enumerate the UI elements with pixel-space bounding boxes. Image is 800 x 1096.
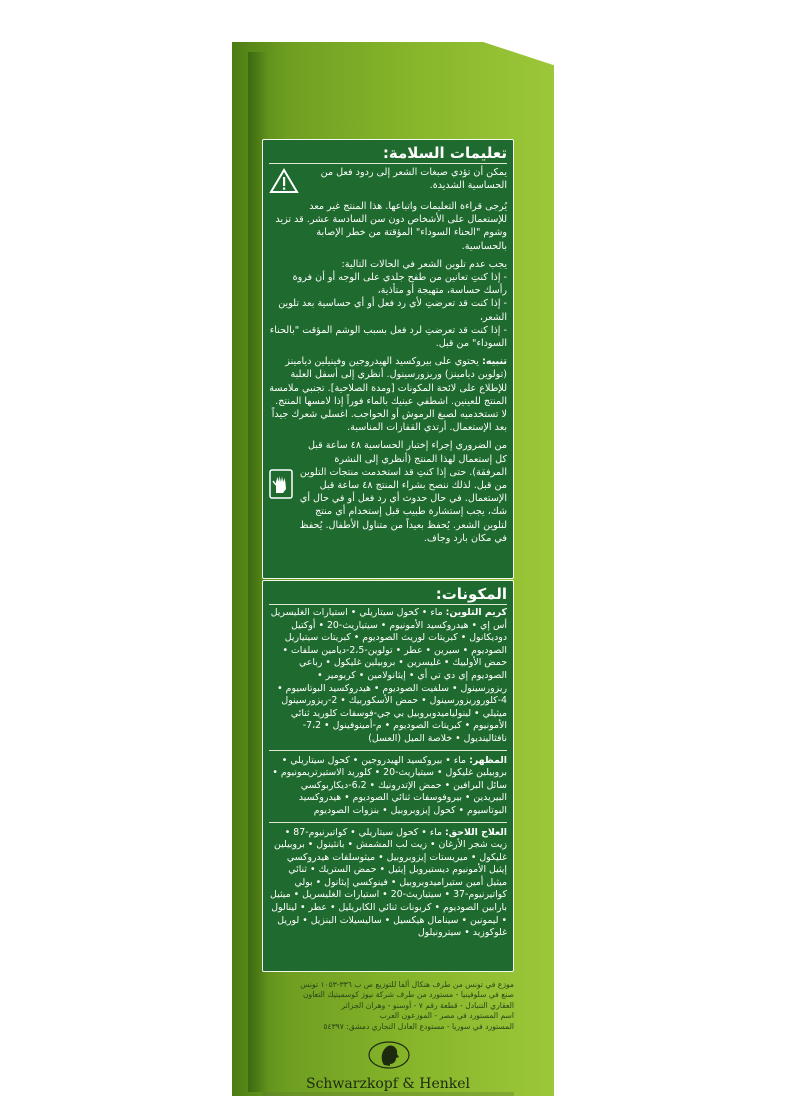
aftercare-ingredients <box>269 827 507 940</box>
ingredients-panel <box>262 580 514 972</box>
silhouette-logo-icon <box>366 1040 412 1070</box>
divider <box>269 822 507 823</box>
brand-name: Schwarzkopf & Henkel <box>305 1076 471 1092</box>
conditions-block <box>269 258 507 350</box>
condition-item: - إذا كنتِ تعانين من طفح جلدي على الوجه أو أن فروة رأسك حساسة، متهيجة أو متأذية، <box>292 272 507 297</box>
warning-triangle-icon <box>269 168 299 194</box>
conditions-intro: يجب عدم تلوين الشعر في الحالات التالية: <box>341 258 507 270</box>
gloves-icon <box>269 469 293 499</box>
box-bottom-edge <box>262 1092 514 1096</box>
warning-text: يمكن أن تؤدي صبغات الشعر إلى ردود فعل من الحساسية الشديدة. <box>320 167 507 192</box>
color-cream-ingredients <box>269 607 507 746</box>
condition-item: - إذا كنت قد تعرضتِ لرد فعل بسبب الوشم المؤقت "بالحناء السوداء" من قبل. <box>269 324 507 350</box>
distributor-line: صنع في سلوفينيا - مستورد من طرف شركة نيوز كوسميتيك التعاون <box>302 990 514 1000</box>
aftercare-label: العلاج اللاحق: <box>445 826 507 838</box>
safety-instructions-panel <box>262 139 514 579</box>
caution-label: تنبيه: <box>481 356 507 368</box>
distributor-line: العقاري التنبادل - قطعة رقم ٧ - أوسنو - وهران الجزائر <box>341 1000 514 1010</box>
color-cream-label: كريم التلوين: <box>445 607 507 618</box>
ingredients-heading: المكونات: <box>269 584 507 605</box>
caution-block <box>269 355 507 434</box>
distributor-info <box>262 980 514 1032</box>
color-cream-list: ماء • كحول سيتاريلي • استيارات الغليسريل أس إي • هيدروكسيد الأمونيوم • سيتياريث-20 • أوكتيل دوديكانول • كبريتات لوريث الصوديوم • كبريتات سيتياريل الصوديوم • سيرين • عطر • تولوين-2،5-ديامين سلفات • حمض الأولييك • غليسرين • بروبيلين غليكول • رباعي الصوديوم إي دي تي أي • إيثانولامين • كربومير • ريزورسينول • سلفيت الصوديوم • هيدروكسيد البوتاسيوم • 4-كلوروريزورسينول • حمض الأسكوربيك • 2-ريزورسينول ميثيلي • لينولياميدوبروبيل بي جي-فوسفات كلوريد ثنائي الأمونيوم • كبريتات الصوديوم • م-أمينوفينول • 7،2-نافثالينديول • خلاصة الميل (العسل) <box>270 607 507 744</box>
warning-row <box>269 166 507 194</box>
aftercare-list: ماء • كحول سيتاريلي • كواتيرنيوم-87 • زيت شجر الأرغان • زيت لب المشمش • بانثينول • بروبيلين غليكول • ميريستات إيزوبروبيل • ميثوسلفات هيدروكسي إيثيل الأمونيوم ديستيروبل إيثيل • حمض الستريك • ثنائي ميثيل أمين ستيراميدوبروبيل • فينوكسي إيثانول • بولي كواتيرنيوم-37 • سيتياريث-20 • استيارات الغليسريل • ميثيل بارابين الصوديوم • كربونات ثنائي الكابريليل • عطر • لينالول • ليمونين • سينامال هيكسيل • ساليسيلات البنزيل • لوريل غلوكوزيد • سيترونيلول <box>270 826 507 939</box>
divider <box>269 750 507 751</box>
developer-label: المظهر: <box>469 754 507 766</box>
developer-list: ماء • بيروكسيد الهيدروجين • كحول سيتاريلي • بروبيلين غليكول • سيتياريث-20 • كلوريد الاستيرتريمونيوم • سائل البرافين • حمض الإتدرونيك • 6،2-ديكاربوكسي البيريدين • بيروفوسفات ثنائي الصوديوم • هيدروكسيد البوتاسيوم • كحول إيزوبروبيل • بنزوات الصوديوم <box>272 754 507 816</box>
caution-text: يحتوي على بيروكسيد الهيدروجين وفينيلين ديامينز (تولوين ديامينز) وريزورسينول. أنظري إلى أسفل العلبة للإطلاع على لائحة المكونات [ومدة الصلاحية]. تجنبي ملامسة المنتج للعينين. اشطفي عينيك بالماء فوراً إذا لامسها المنتج. لا تستخدميه لصبغ الرموش أو الحواجب. اغسلي شعرك جيداً بعد الإستعمال. أرتدي القفازات المناسبة. <box>269 356 507 434</box>
safety-heading: تعليمات السلامة: <box>269 143 507 164</box>
distributor-line: موزع في تونس من طرف هنكال ألفا للتوزيع ص ب ٣٣٦-١٠٥٣ تونس <box>300 980 514 989</box>
sensitivity-test-text: من الضروري إجراء إختبار الحساسية ٤٨ ساعة قبل كل إستعمال لهذا المنتج (أنظري إلى النشرة المرفقة). حتى إذا كنتِ قد استخدمت منتجات التلوين من قبل. لذلك ننصح بشراء المنتج ٤٨ ساعة قبل الإستعمال. في حال حدوث أي رد فعل أو في حال أي شك، يجب إستشارة طبيب قبل إستخدام أي منتج لتلوين الشعر. يُحفظ بعيداً من متناول الأطفال. يُحفظ في مكان بارد وجاف. <box>299 440 507 544</box>
instructions-text: يُرجى قراءة التعليمات واتباعها. هذا المنتج غير معد للإستعمال على الأشخاص دون سن السادسة عشر. قد تزيد وشوم "الحناء السوداء" المؤقتة من خطر الإصابة بالحساسية. <box>275 201 507 252</box>
condition-item: - إذا كنت قد تعرضتِ لأي رد فعل أو أي حساسية بعد تلوين الشعر، <box>278 298 507 323</box>
test-row <box>269 439 507 550</box>
developer-ingredients <box>269 755 507 818</box>
distributor-line: المستورد في سوريا - مستودع العادل التجاري دمشق: ٥٤٣٩٧ <box>323 1021 514 1031</box>
distributor-line: اسم المستورد في مصر - الموزعون العرب <box>379 1011 514 1021</box>
